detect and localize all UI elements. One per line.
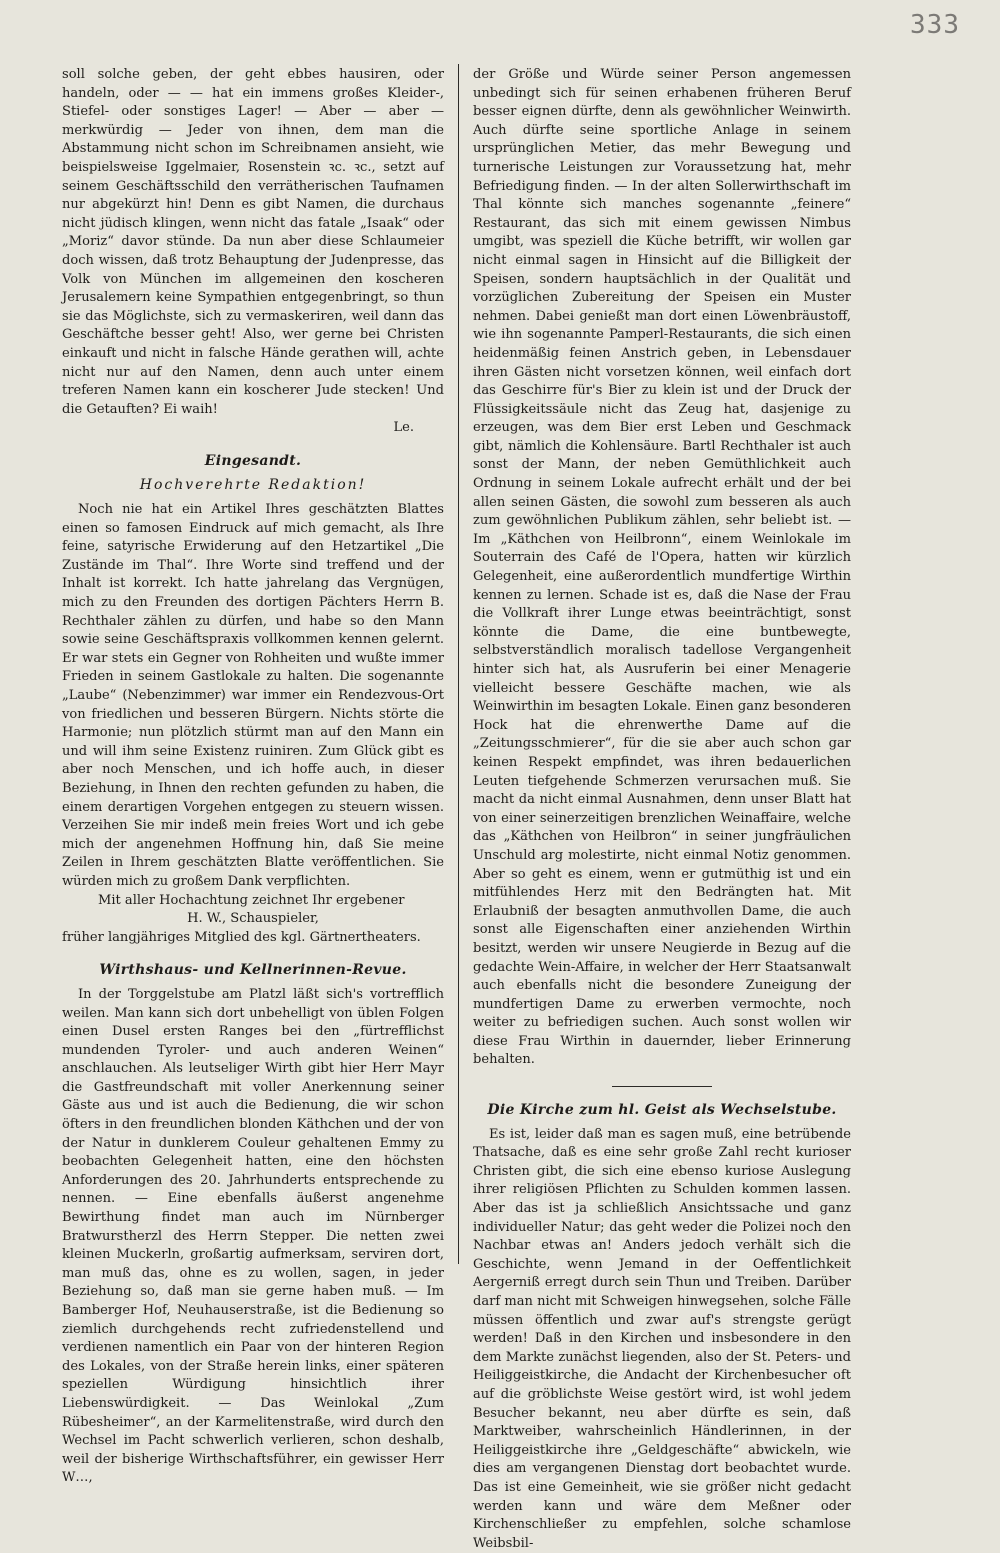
article-text-jewish-names: soll solche geben, der geht ebbes hausiren, oder handeln, oder — — hat ein immens großes Kleider-, Stiefel- oder sonstiges Lager! — Aber — aber — merkwürdig — Jeder von ihnen, dem man die Abstammung nicht schon im Schreibnamen ansieht, wie beispielsweise Iggelmaier, Rosenstein ꝛc. ꝛc., setzt auf seinem Geschäftsschild den verrätherischen Taufnamen nur abgekürzt hin! Denn es gibt Namen, die durchaus nicht jüdisch klingen, wenn nicht das fatale „Isaak“ oder „Moriz“ davor stünde. Da nun aber diese Schlaumeier doch wissen, daß trotz Behauptung der Judenpresse, das Volk von München im allgemeinen den koscheren Jerusalemern keine Sympathien entgegenbringt, so thun sie das Möglichste, sich zu vermaskeriren, weil dann das Geschäftche besser geht! Also, wer gerne bei Christen einkauft und nicht in falsche Hände gerathen will, achte nicht nur auf den Namen, denn auch unter einem treferen Namen kann ein koscherer Jude stecken! Und die Getauften? Ei waih! [62,67,444,417]
article-text-wirthshaus-revue: In der Torggelstube am Platzl läßt sich's vortrefflich weilen. Man kann sich dort unbehelligt von üblen Folgen einen Dusel ersten Ranges bei den „fürtrefflichst mundenden Tyroler- und auch anderen Weinen“ anschlauchen. Als leutseliger Wirth gibt hier Herr Mayr die Gastfreundschaft mit voller Anerkennung seiner Gäste aus und ist auch die Bedienung, die wir schon öfters in den freundlichen blonden Käthchen und der von der Natur in dunklerem Couleur gehaltenen Emmy zu beobachten Gelegenheit hatten, eine den höchsten Anforderungen des 20. Jahrhunderts entsprechende zu nennen. — Eine ebenfalls äußerst angenehme Bewirthung findet man auch im Nürnberger Bratwurstherzl des Herrn Stepper. Die netten zwei kleinen Muckerln, großartig aufmerksam, serviren dort, man muß das, ohne es zu wollen, sagen, in jeder Beziehung so, daß man sie gerne haben muß. — Im Bamberger Hof, Neuhauserstraße, ist die Bedienung so ziemlich durchgehends recht zufriedenstellend und verdienen namentlich ein Paar von der hinteren Region des Lokales, von der Straße herein links, einer späteren speziellen Würdigung hinsichtlich ihrer Liebenswürdigkeit. — Das Weinlokal „Zum Rübesheimer“, an der Karmelitenstraße, wird durch den Wechsel im Pacht schwerlich verlieren, schon deshalb, weil der bisherige Wirthschaftsführer, ein gewisser Herr W…, [62,986,444,1486]
right-column [473,66,851,1553]
letter-body: Noch nie hat ein Artikel Ihres geschätzten Blattes einen so famosen Eindruck auf mich gemacht, als Ihre feine, satyrische Erwiderung auf den Hetzartikel „Die Zustände im Thal“. Ihre Worte sind treffend und der Inhalt ist korrekt. Ich hatte jahrelang das Vergnügen, mich zu den Freunden des dortigen Pächters Herrn B. Rechthaler zählen zu dürfen, und habe so den Mann sowie seine Geschäftspraxis vollkommen kennen gelernt. Er war stets ein Gegner von Rohheiten und wußte immer Frieden in seinem Gastlokale zu halten. Die sogenannte „Laube“ (Nebenzimmer) war immer ein Rendezvous-Ort von friedlichen und besseren Bürgern. Nichts störte die Harmonie; nun plötzlich stürmt man auf den Mann ein und will ihm seine Existenz ruiniren. Zum Glück gibt es aber noch Menschen, und ich hoffe auch, in dieser Beziehung, in Ihnen den rechten gefunden zu haben, die einem derartigen Vorgehen entgegen zu steuern wissen. Verzeihen Sie mir indeß mein freies Wort und ich gebe mich der angenehmen Hoffnung hin, daß Sie meine Zeilen in Ihrem geschätzten Blatte veröffentlichen. Sie würden mich zu großem Dank verpflichten. [62,502,444,889]
article-text-wirthshaus-continued: der Größe und Würde seiner Person angemessen unbedingt sich für seinen erhabenen früheren Beruf besser eignen dürfte, denn als gewöhnlicher Weinwirth. Auch dürfte seine sportliche Anlage in seinem ursprünglichen Metier, das mehr Bewegung und turnerische Leistungen zur Voraussetzung hat, mehr Befriedigung finden. — In der alten Sollerwirthschaft im Thal könnte sich manches sogenannte „feinere“ Restaurant, das sich mit einem gewissen Nimbus umgibt, was speziell die Küche betrifft, wir wollen gar nicht einmal sagen in Hinsicht auf die Billigkeit der Speisen, sondern hauptsächlich in der Qualität und vorzüglichen Zubereitung der Speisen ein Muster nehmen. Dabei genießt man dort einen Löwenbräustoff, wie ihn sogenannte Pamperl-Restaurants, die sich einen heidenmäßig feinen Anstrich geben, in Lebensdauer ihren Gästen nicht vorsetzen können, weil einfach dort das Geschirre für's Bier zu klein ist und der Druck der Flüssigkeitssäule nicht das Zeug hat, dasjenige zu erzeugen, was dem Bier erst Leben und Geschmack gibt, nämlich die Kohlensäure. Bartl Rechthaler ist auch sonst der Mann, der neben Gemüthlichkeit auch Ordnung in seinem Lokale aufrecht erhält und der bei allen seinen Gästen, die sowohl zum besseren als auch zum gewöhnlichen Publikum zählen, sehr beliebt ist. — Im „Käthchen von Heilbronn“, einem Weinlokale im Souterrain des Café de l'Opera, hatten wir kürzlich Gelegenheit, eine außerordentlich mundfertige Wirthin kennen zu lernen. Schade ist es, daß die Nase der Frau die Vollkraft ihrer Lunge etwas beeinträchtigt, sonst könnte die Dame, die eine buntbewegte, selbstverständlich moralisch tadellose Vergangenheit hinter sich hat, als Ausruferin bei einer Menagerie vielleicht bessere Geschäfte machen, wie als Weinwirthin im besagten Lokale. Einen ganz besonderen Hock hat die ehrenwerthe Dame auf die „Zeitungsschmierer“, für die sie aber auch schon gar keinen Respekt empfindet, was ihren bedauerlichen Leuten tiefgehende Schmerzen verursachen muß. Sie macht da nicht einmal Ausnahmen, denn unser Blatt hat von einer seinerzeitigen brenzlichen Weinaffaire, welche das „Käthchen von Heilbron“ in seiner jungfräulichen Unschuld arg molestirte, nicht einmal Notiz genommen. Aber so geht es einem, wenn er gutmüthig ist und ein mitfühlendes Herz mit den Bedrängten hat. Mit Erlaubniß der besagten anmuthvollen Dame, die auch sonst alle Eigenschaften einer anziehenden Wirthin besitzt, werden wir unsere Neugierde in Bezug auf die gedachte Wein-Affaire, in welcher der Herr Staatsanwalt auch ebenfalls nicht die besondere Zuneigung der mundfertigen Dame zu erwerben vermochte, noch weiter zu befriedigen suchen. Auch sonst wollen wir diese Frau Wirthin in dauernder, lieber Erinnerung behalten. [473,67,851,1068]
author-signature-le: Le. [393,420,414,436]
article-text-kirche: Es ist, leider daß man es sagen muß, eine betrübende Thatsache, daß es eine sehr große Zahl recht kurioser Christen gibt, die sich eine ebenso kuriose Auslegung ihrer religiösen Pflichten zu Schulden kommen lassen. Aber das ist ja schließlich Ansichtssache und ganz individueller Natur; das geht weder die Polizei noch den Nachbar etwas an! Anders jedoch verhält sich die Geschichte, wenn Jemand in der Oeffentlichkeit Aergerniß erregt durch sein Thun und Treiben. Darüber darf man nicht mit Schweigen hinwegsehen, solche Fälle müssen öffentlich und zwar auf's strengste gerügt werden! Daß in den Kirchen und insbesondere in den dem Markte zunächst liegenden, also der St. Peters- und Heiliggeistkirche, die Andacht der Kirchenbesucher oft auf die gröblichste Weise gestört wird, ist wohl jedem Besucher bekannt, neu aber dürfte es sein, daß Marktweiber, wahrscheinlich Händlerinnen, in der Heiliggeistkirche ihre „Geldgeschäfte“ abwickeln, wie dies am vergangenen Dienstag dort beobachtet wurde. Das ist eine Gemeinheit, wie sie größer nicht gedacht werden kann und wäre dem Meßner oder Kirchenschließer zu empfehlen, solche schamlose Weibsbil- [473,1126,851,1551]
column-divider [458,64,459,1264]
heading-eingesandt: Eingesandt. [204,452,302,469]
heading-wirthshaus-revue: Wirthshaus- und Kellnerinnen-Revue. [99,962,407,979]
heading-kirche-wechselstube: Die Kirche zum hl. Geist als Wechselstube. [487,1102,837,1119]
letter-closing: Mit aller Hochachtung zeichnet Ihr ergebener [98,892,405,908]
letter-sender-title: früher langjähriges Mitglied des kgl. Gärtnertheaters. [62,929,421,945]
section-rule [612,1086,712,1087]
salutation: Hochverehrte Redaktion! [139,477,367,494]
left-column [62,66,444,1488]
page-number: 333 [910,10,960,40]
letter-sender: H. W., Schauspieler, [187,911,319,927]
